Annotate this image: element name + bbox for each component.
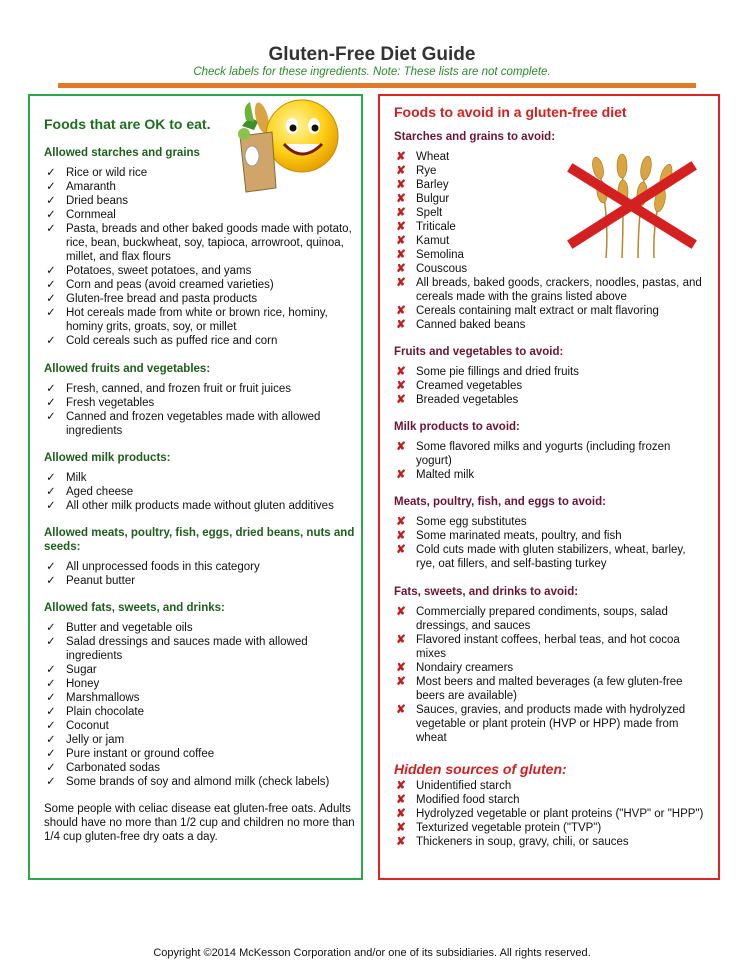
check-icon: ✓ [46,664,56,676]
x-mark-icon: ✘ [396,469,406,481]
list-item-text: Commercially prepared condiments, soups, salad dressings, and sauces [416,606,668,632]
check-icon: ✓ [46,307,56,319]
avoid-section [394,495,706,571]
list-item-text: Canned baked beans [416,319,526,331]
check-icon: ✓ [46,486,56,498]
page-title: Gluten-Free Diet Guide [268,44,476,65]
list-item-text: Plain chocolate [66,706,144,718]
list-item [44,194,356,208]
list-item-text: Pure instant or ground coffee [66,748,215,760]
list-item-text: Marshmallows [66,692,140,704]
list-item [44,471,356,485]
check-icon: ✓ [46,575,56,587]
list-item [394,304,706,318]
list-item-text: Carbonated sodas [66,762,160,774]
list-item [394,633,706,661]
allowed-foods-panel [28,94,363,880]
list-item [394,661,706,675]
list-item-text: Peanut butter [66,575,136,587]
check-icon: ✓ [46,500,56,512]
list-item-text: Texturized vegetable protein ("TVP") [416,822,602,834]
list-item-text: Honey [66,678,100,690]
check-icon: ✓ [46,706,56,718]
x-mark-icon: ✘ [396,319,406,331]
x-mark-icon: ✘ [396,277,406,289]
hidden-sources-section [394,761,706,849]
list-item [44,222,356,264]
list-item-text: Breaded vegetables [416,394,519,406]
food-list [394,365,706,407]
list-item [394,468,706,482]
check-icon: ✓ [46,636,56,648]
list-item-text: Jelly or jam [66,734,125,746]
list-item [394,779,706,793]
x-mark-icon: ✘ [396,380,406,392]
list-item [44,621,356,635]
list-item [394,318,706,332]
allowed-section [44,601,356,789]
list-item-text: Kamut [416,235,450,247]
x-mark-icon: ✘ [396,165,406,177]
x-mark-icon: ✘ [396,179,406,191]
section-title: Allowed meats, poultry, fish, eggs, dried beans, nuts and seeds: [44,527,355,553]
list-item [44,306,356,334]
list-item-text: Some marinated meats, poultry, and fish [416,530,622,542]
check-icon: ✓ [46,383,56,395]
x-mark-icon: ✘ [396,530,406,542]
list-item-text: Salad dressings and sauces made with allowed ingredients [66,636,308,662]
list-item [44,677,356,691]
check-icon: ✓ [46,335,56,347]
list-item [44,663,356,677]
list-item [44,382,356,396]
hidden-sources-heading: Hidden sources of gluten: [394,761,567,777]
list-item-text: Pasta, breads and other baked goods made with potato, rice, bean, buckwheat, soy, tapioca, arrowroot, quinoa, millet, and flax flours [66,223,352,263]
list-item-text: Fresh vegetables [66,397,155,409]
list-item [44,560,356,574]
check-icon: ✓ [46,748,56,760]
x-mark-icon: ✘ [396,544,406,556]
list-item [44,264,356,278]
food-list [44,621,356,789]
list-item-text: Butter and vegetable oils [66,622,193,634]
check-icon: ✓ [46,279,56,291]
x-mark-icon: ✘ [396,516,406,528]
list-item [44,691,356,705]
list-item [44,574,356,588]
list-item [44,635,356,663]
list-item [394,835,706,849]
list-item [44,334,356,348]
x-mark-icon: ✘ [396,151,406,163]
check-icon: ✓ [46,181,56,193]
list-item-text: Some egg substitutes [416,516,527,528]
list-item-text: Modified food starch [416,794,520,806]
check-icon: ✓ [46,265,56,277]
list-item [394,440,706,468]
list-item [394,675,706,703]
x-mark-icon: ✘ [396,676,406,688]
section-title: Allowed fats, sweets, and drinks: [44,602,225,614]
list-item-text: Rye [416,165,437,177]
section-title: Allowed fruits and vegetables: [44,363,211,375]
allowed-section [44,451,356,513]
avoid-foods-heading: Foods to avoid in a gluten-free diet [394,104,627,120]
oats-note: Some people with celiac disease eat gluten-free oats. Adults should have no more than 1/2 cup and children no more than 1/4 cup gluten-free dry oats a day. [44,803,355,843]
allowed-section [44,362,356,438]
list-item [44,485,356,499]
section-title: Starches and grains to avoid: [394,131,556,143]
list-item [394,379,706,393]
list-item-text: Malted milk [416,469,475,481]
list-item-text: Spelt [416,207,443,219]
section-title: Allowed milk products: [44,452,171,464]
list-item [394,515,706,529]
list-item-text: Cold cuts made with gluten stabilizers, wheat, barley, rye, oat fillers, and self-basting turkey [416,544,686,570]
list-item [44,278,356,292]
crossed-out-wheat-icon [566,150,698,260]
check-icon: ✓ [46,472,56,484]
food-list [394,515,706,571]
x-mark-icon: ✘ [396,305,406,317]
list-item-text: Triticale [416,221,456,233]
check-icon: ✓ [46,195,56,207]
check-icon: ✓ [46,167,56,179]
check-icon: ✓ [46,762,56,774]
x-mark-icon: ✘ [396,606,406,618]
smiley-grocery-bag-icon [236,96,342,196]
x-mark-icon: ✘ [396,249,406,261]
avoid-section [394,420,706,482]
x-mark-icon: ✘ [396,193,406,205]
list-item-text: All other milk products made without gluten additives [66,500,334,512]
x-mark-icon: ✘ [396,207,406,219]
list-item-text: Sauces, gravies, and products made with hydrolyzed vegetable or plant protein (HVP or HPP) made from wheat [416,704,686,744]
section-title: Fruits and vegetables to avoid: [394,346,564,358]
copyright-footer: Copyright ©2014 McKesson Corporation and/or one of its subsidiaries. All rights reserved. [153,947,591,959]
list-item [44,775,356,789]
x-mark-icon: ✘ [396,808,406,820]
section-title: Milk products to avoid: [394,421,520,433]
list-item [44,761,356,775]
list-item-text: Potatoes, sweet potatoes, and yams [66,265,252,277]
check-icon: ✓ [46,776,56,788]
x-mark-icon: ✘ [396,836,406,848]
list-item-text: Creamed vegetables [416,380,523,392]
list-item-text: Some pie fillings and dried fruits [416,366,579,378]
check-icon: ✓ [46,561,56,573]
food-list [394,779,706,849]
check-icon: ✓ [46,678,56,690]
x-mark-icon: ✘ [396,394,406,406]
check-icon: ✓ [46,720,56,732]
x-mark-icon: ✘ [396,822,406,834]
list-item [394,393,706,407]
check-icon: ✓ [46,223,56,235]
check-icon: ✓ [46,293,56,305]
list-item-text: Cornmeal [66,209,116,221]
list-item-text: Dried beans [66,195,129,207]
list-item-text: Cold cereals such as puffed rice and corn [66,335,278,347]
avoid-section [394,585,706,745]
check-icon: ✓ [46,734,56,746]
food-list [44,560,356,588]
list-item-text: Unidentified starch [416,780,512,792]
list-item [44,733,356,747]
list-item-text: Some flavored milks and yogurts (including frozen yogurt) [416,441,671,467]
food-list [44,471,356,513]
list-item [394,821,706,835]
list-item-text: Some brands of soy and almond milk (check labels) [66,776,330,788]
list-item-text: All unprocessed foods in this category [66,561,260,573]
list-item [44,705,356,719]
list-item [44,747,356,761]
list-item [394,365,706,379]
allowed-section [44,526,356,588]
list-item-text: Bulgur [416,193,450,205]
x-mark-icon: ✘ [396,441,406,453]
x-mark-icon: ✘ [396,704,406,716]
list-item-text: All breads, baked goods, crackers, noodles, pastas, and cereals made with the grains listed above [416,277,702,303]
avoid-section [394,345,706,407]
list-item [44,410,356,438]
x-mark-icon: ✘ [396,794,406,806]
list-item [394,529,706,543]
list-item [394,543,706,571]
x-mark-icon: ✘ [396,221,406,233]
list-item [44,396,356,410]
list-item-text: Aged cheese [66,486,134,498]
list-item-text: Barley [416,179,449,191]
header-divider [58,83,696,88]
x-mark-icon: ✘ [396,662,406,674]
list-item [394,703,706,745]
food-list [394,605,706,745]
check-icon: ✓ [46,397,56,409]
list-item [394,276,706,304]
list-item-text: Thickeners in soup, gravy, chili, or sauces [416,836,629,848]
list-item-text: Rice or wild rice [66,167,148,179]
section-title: Allowed starches and grains [44,147,200,159]
list-item-text: Fresh, canned, and frozen fruit or fruit juices [66,383,291,395]
list-item-text: Sugar [66,664,97,676]
check-icon: ✓ [46,209,56,221]
list-item-text: Milk [66,472,87,484]
list-item-text: Couscous [416,263,468,275]
check-icon: ✓ [46,411,56,423]
list-item [394,605,706,633]
list-item-text: Most beers and malted beverages (a few gluten-free beers are available) [416,676,683,702]
list-item-text: Cereals containing malt extract or malt flavoring [416,305,659,317]
list-item [44,719,356,733]
page-subtitle: Check labels for these ingredients. Note: These lists are not complete. [193,66,551,78]
x-mark-icon: ✘ [396,263,406,275]
list-item [394,807,706,821]
list-item-text: Nondairy creamers [416,662,514,674]
food-list [394,440,706,482]
list-item-text: Hydrolyzed vegetable or plant proteins ("HVP" or "HPP") [416,808,704,820]
list-item [44,499,356,513]
list-item [44,208,356,222]
x-mark-icon: ✘ [396,634,406,646]
list-item-text: Canned and frozen vegetables made with allowed ingredients [66,411,321,437]
list-item [394,262,706,276]
x-mark-icon: ✘ [396,780,406,792]
check-icon: ✓ [46,622,56,634]
list-item-text: Gluten-free bread and pasta products [66,293,258,305]
list-item [44,292,356,306]
section-title: Fats, sweets, and drinks to avoid: [394,586,579,598]
food-list [44,382,356,438]
list-item-text: Semolina [416,249,464,261]
list-item-text: Hot cereals made from white or brown rice, hominy, hominy grits, groats, soy, or millet [66,307,328,333]
list-item-text: Amaranth [66,181,116,193]
x-mark-icon: ✘ [396,366,406,378]
check-icon: ✓ [46,692,56,704]
list-item [394,793,706,807]
list-item-text: Corn and peas (avoid creamed varieties) [66,279,274,291]
section-title: Meats, poultry, fish, and eggs to avoid: [394,496,606,508]
list-item-text: Coconut [66,720,109,732]
list-item-text: Flavored instant coffees, herbal teas, and hot cocoa mixes [416,634,680,660]
allowed-foods-heading: Foods that are OK to eat. [44,116,211,132]
list-item-text: Wheat [416,151,450,163]
x-mark-icon: ✘ [396,235,406,247]
